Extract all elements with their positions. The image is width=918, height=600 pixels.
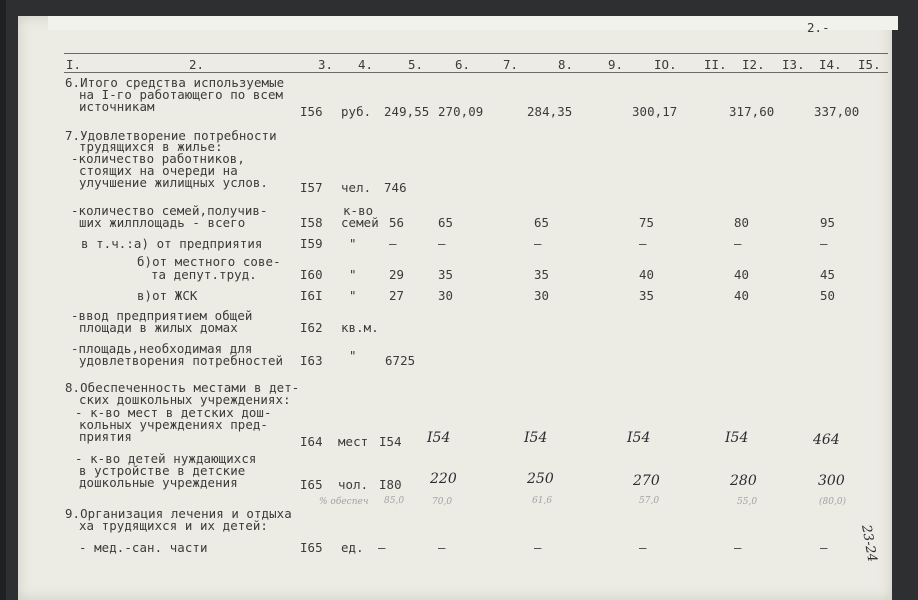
s8-r1-label-2: кольных учреждениях пред- bbox=[79, 417, 268, 432]
s7-r5-value-6: 30 bbox=[438, 288, 454, 303]
s8-r1-unit: мест bbox=[338, 434, 369, 449]
s6-title-line1: 6.Итого средства используемые bbox=[65, 75, 285, 90]
s8-r1-label-1: - к-во мест в детских дош- bbox=[75, 405, 272, 420]
s7-r4-label-1: б)от местного сове- bbox=[137, 254, 281, 269]
s7-r7-code: I63 bbox=[300, 353, 323, 368]
s6-value-12: 317,60 bbox=[729, 104, 775, 119]
s7-r7-value: 6725 bbox=[385, 353, 416, 368]
s6-value-5: 249,55 bbox=[384, 104, 430, 119]
s7-r4-label-2: та депут.труд. bbox=[151, 267, 257, 282]
s7-r7-label-2: удовлетворения потребностей bbox=[79, 353, 284, 368]
s8-r2-faint-label: % обеспеч bbox=[319, 497, 369, 507]
col-header-15: I5. bbox=[858, 57, 881, 72]
s7-r2-unit-1: к-во bbox=[343, 203, 374, 218]
s7-r5-value-10: 35 bbox=[639, 288, 655, 303]
s7-r3-dash-5: – bbox=[389, 236, 397, 251]
s7-r1-unit: чел. bbox=[341, 180, 372, 195]
s8-r2-hand-8: 250 bbox=[527, 471, 554, 487]
margin-page-note: 23-24 bbox=[858, 523, 880, 564]
document-page bbox=[18, 16, 892, 600]
col-header-12: I2. bbox=[742, 57, 765, 72]
s7-r1-label-2: стоящих на очереди на bbox=[79, 163, 238, 178]
s7-r4-value-14: 45 bbox=[820, 267, 836, 282]
s7-r2-value-10: 75 bbox=[639, 215, 655, 230]
col-header-11: II. bbox=[704, 57, 727, 72]
s7-r3-code: I59 bbox=[300, 236, 323, 251]
s9-r1-unit: ед. bbox=[341, 540, 364, 555]
s7-r1-value: 746 bbox=[384, 180, 407, 195]
s7-r2-value-5: 56 bbox=[389, 215, 405, 230]
s7-r5-label: в)от ЖСК bbox=[137, 288, 198, 303]
col-header-1: I. bbox=[66, 57, 82, 72]
s6-unit: руб. bbox=[341, 104, 372, 119]
s7-r5-value-5: 27 bbox=[389, 288, 405, 303]
s9-r1-dash-14: – bbox=[820, 540, 828, 555]
s7-r4-value-5: 29 bbox=[389, 267, 405, 282]
s7-r1-label-1: -количество работников, bbox=[71, 151, 245, 166]
s7-title-line1: 7.Удовлетворение потребности bbox=[65, 128, 277, 143]
col-header-5: 5. bbox=[408, 57, 424, 72]
s7-title-line2: трудящихся в жилье: bbox=[79, 139, 223, 154]
s6-code: I56 bbox=[300, 104, 323, 119]
col-header-10: IO. bbox=[654, 57, 677, 72]
s7-r2-unit-2: семей bbox=[341, 215, 379, 230]
s6-value-10: 300,17 bbox=[632, 104, 678, 119]
s8-r1-hand-10: I54 bbox=[627, 430, 651, 446]
s8-title-line1: 8.Обеспеченность местами в дет- bbox=[65, 380, 300, 395]
s9-r1-dash-6: – bbox=[438, 540, 446, 555]
s9-r1-dash-5: – bbox=[378, 540, 386, 555]
s9-r1-dash-12: – bbox=[734, 540, 742, 555]
s8-r1-code: I64 bbox=[300, 434, 323, 449]
page-top-edge bbox=[48, 16, 898, 30]
page-number: 2.- bbox=[807, 20, 830, 35]
s8-r1-value: I54 bbox=[379, 434, 402, 449]
s7-r2-code: I58 bbox=[300, 215, 323, 230]
s8-r1-hand-14: 464 bbox=[813, 432, 840, 448]
s9-r1-dash-8: – bbox=[534, 540, 542, 555]
col-header-3: 3. bbox=[318, 57, 334, 72]
s7-r1-label-3: улучшение жилищных услов. bbox=[79, 175, 268, 190]
s7-r5-value-12: 40 bbox=[734, 288, 750, 303]
s7-r2-label-1: -количество семей,получив- bbox=[71, 203, 268, 218]
s8-title-line2: ских дошкольных учреждениях: bbox=[79, 392, 291, 407]
s8-r2-label-2: в устройстве в детские bbox=[79, 463, 246, 478]
s8-r2-hand-10: 270 bbox=[633, 473, 660, 489]
col-header-9: 9. bbox=[608, 57, 624, 72]
s7-r7-label-1: -площадь,необходимая для bbox=[71, 341, 253, 356]
s8-r2-code: I65 bbox=[300, 477, 323, 492]
s8-r2-hand-12: 280 bbox=[730, 473, 757, 489]
s7-r4-code: I60 bbox=[300, 267, 323, 282]
s7-r5-value-8: 30 bbox=[534, 288, 550, 303]
s7-r2-value-8: 65 bbox=[534, 215, 550, 230]
col-header-7: 7. bbox=[503, 57, 519, 72]
header-rule-bottom bbox=[64, 72, 888, 73]
col-header-13: I3. bbox=[782, 57, 805, 72]
s9-title-line1: 9.Организация лечения и отдыха bbox=[65, 506, 292, 521]
s7-r2-label-2: ших жилплощадь - всего bbox=[79, 215, 246, 230]
s6-value-14: 337,00 bbox=[814, 104, 860, 119]
s7-r3-dash-10: – bbox=[639, 236, 647, 251]
s7-r5-ditto: " bbox=[349, 288, 357, 303]
s6-title-line3: источникам bbox=[79, 99, 155, 114]
s8-r2-faint-10: 57,0 bbox=[639, 496, 660, 506]
s6-value-6: 270,09 bbox=[438, 104, 484, 119]
s8-r1-hand-6: I54 bbox=[427, 430, 451, 446]
s7-r2-value-14: 95 bbox=[820, 215, 836, 230]
s8-r1-hand-12: I54 bbox=[725, 430, 749, 446]
s7-r3-dash-6: – bbox=[438, 236, 446, 251]
s7-r4-value-6: 35 bbox=[438, 267, 454, 282]
s7-r2-value-6: 65 bbox=[438, 215, 454, 230]
s8-r1-hand-8: I54 bbox=[524, 430, 548, 446]
col-header-4: 4. bbox=[358, 57, 374, 72]
s8-r2-label-1: - к-во детей нуждающихся bbox=[75, 451, 257, 466]
s7-r4-value-12: 40 bbox=[734, 267, 750, 282]
s9-r1-code: I65 bbox=[300, 540, 323, 555]
s8-r2-unit: чол. bbox=[338, 477, 369, 492]
s7-r1-code: I57 bbox=[300, 180, 323, 195]
s9-r1-dash-10: – bbox=[639, 540, 647, 555]
s7-r5-code: I6I bbox=[300, 288, 323, 303]
s8-r2-hand-14: 300 bbox=[818, 473, 845, 489]
s7-r6-code: I62 bbox=[300, 320, 323, 335]
s7-r3-label: в т.ч.:а) от предприятия bbox=[81, 236, 263, 251]
col-header-8: 8. bbox=[558, 57, 574, 72]
s9-title-line2: ха трудящихся и их детей: bbox=[79, 518, 268, 533]
s7-r5-value-14: 50 bbox=[820, 288, 836, 303]
s8-r2-faint-6: 70,0 bbox=[432, 497, 453, 507]
s7-r6-label-1: -ввод предприятием общей bbox=[71, 308, 253, 323]
s8-r2-hand-6: 220 bbox=[430, 471, 457, 487]
s8-r2-faint-14: (80,0) bbox=[819, 497, 847, 507]
s7-r3-dash-8: – bbox=[534, 236, 542, 251]
header-rule-top bbox=[64, 53, 888, 54]
col-header-2: 2. bbox=[189, 57, 205, 72]
s7-r7-ditto: " bbox=[349, 348, 357, 363]
binding-edge bbox=[0, 0, 6, 600]
s7-r3-dash-12: – bbox=[734, 236, 742, 251]
s7-r4-ditto: " bbox=[349, 267, 357, 282]
s7-r3-ditto: " bbox=[349, 236, 357, 251]
s6-value-8: 284,35 bbox=[527, 104, 573, 119]
s7-r4-value-10: 40 bbox=[639, 267, 655, 282]
s7-r4-value-8: 35 bbox=[534, 267, 550, 282]
s7-r2-value-12: 80 bbox=[734, 215, 750, 230]
s8-r2-faint-5: 85,0 bbox=[384, 496, 405, 506]
s9-r1-label: - мед.-сан. части bbox=[79, 540, 208, 555]
s7-r6-label-2: площади в жилых домах bbox=[79, 320, 238, 335]
col-header-6: 6. bbox=[455, 57, 471, 72]
s8-r1-label-3: приятия bbox=[79, 429, 132, 444]
col-header-14: I4. bbox=[819, 57, 842, 72]
s7-r3-dash-14: – bbox=[820, 236, 828, 251]
s8-r2-label-3: дошкольные учреждения bbox=[79, 475, 238, 490]
s8-r2-faint-8: 61,6 bbox=[532, 496, 553, 506]
s8-r2-faint-12: 55,0 bbox=[737, 497, 758, 507]
s7-r6-unit: кв.м. bbox=[341, 320, 379, 335]
s6-title-line2: на I-го работающего по всем bbox=[79, 87, 284, 102]
s8-r2-value: I80 bbox=[379, 477, 402, 492]
